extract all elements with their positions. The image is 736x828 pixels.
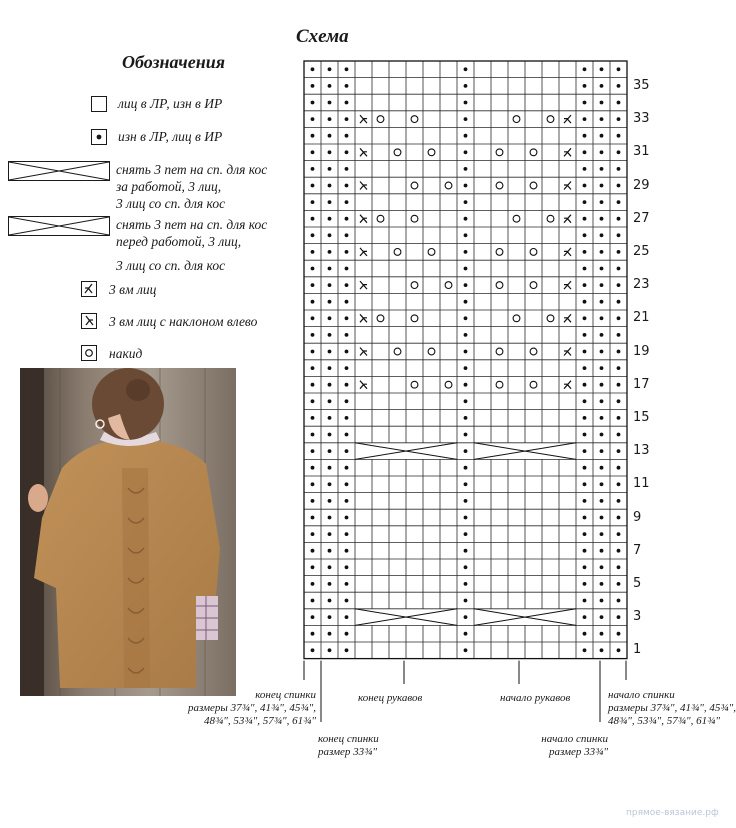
purl-dot: [600, 283, 604, 287]
purl-dot: [600, 300, 604, 304]
purl-dot: [464, 84, 468, 88]
purl-dot: [617, 117, 621, 121]
purl-dot: [464, 632, 468, 636]
purl-dot: [600, 267, 604, 271]
purl-dot: [600, 433, 604, 437]
row-number: 27: [633, 210, 650, 226]
purl-dot: [311, 333, 315, 337]
purl-dot: [345, 648, 349, 652]
purl-dot: [600, 101, 604, 105]
purl-dot: [328, 167, 332, 171]
purl-dot: [600, 200, 604, 204]
purl-dot: [328, 350, 332, 354]
purl-dot: [464, 316, 468, 320]
purl-dot: [600, 565, 604, 569]
purl-dot: [328, 250, 332, 254]
purl-dot: [328, 499, 332, 503]
row-number: 11: [633, 476, 650, 492]
purl-dot: [583, 233, 587, 237]
purl-dot: [600, 250, 604, 254]
purl-dot: [345, 433, 349, 437]
purl-dot: [328, 383, 332, 387]
purl-dot: [345, 466, 349, 470]
row-number: 29: [633, 177, 650, 193]
purl-dot: [345, 84, 349, 88]
purl-dot: [583, 599, 587, 603]
purl-dot: [600, 549, 604, 553]
purl-dot: [328, 516, 332, 520]
purl-dot: [583, 433, 587, 437]
row-number: 33: [633, 111, 650, 127]
purl-dot: [311, 466, 315, 470]
purl-dot: [600, 399, 604, 403]
purl-dot: [464, 599, 468, 603]
row-number: 5: [633, 575, 642, 591]
purl-dot: [583, 516, 587, 520]
purl-dot: [345, 150, 349, 154]
purl-dot: [600, 383, 604, 387]
back-end-label: конец спинки размеры 37¾", 41¾", 45¾", 48¾", 53¾", 57¾", 61¾": [188, 689, 316, 727]
purl-dot: [583, 648, 587, 652]
purl-dot: [583, 350, 587, 354]
purl-dot: [583, 117, 587, 121]
purl-dot: [328, 632, 332, 636]
purl-dot: [328, 565, 332, 569]
purl-dot: [617, 416, 621, 420]
purl-dot: [311, 499, 315, 503]
legend-purl-label: изн в ЛР, лиц в ИР: [118, 129, 223, 144]
legend-k3tog-label: 3 вм лиц: [109, 282, 157, 297]
purl-dot: [600, 366, 604, 370]
purl-dot: [600, 416, 604, 420]
purl-dot: [464, 267, 468, 271]
purl-dot: [583, 366, 587, 370]
purl-dot: [311, 217, 315, 221]
purl-dot: [328, 233, 332, 237]
row-number: 9: [633, 509, 642, 525]
purl-dot: [464, 399, 468, 403]
purl-dot: [617, 632, 621, 636]
purl-dot: [583, 449, 587, 453]
purl-dot: [345, 101, 349, 105]
purl-dot: [617, 267, 621, 271]
purl-dot: [617, 300, 621, 304]
purl-dot: [464, 582, 468, 586]
purl-dot: [617, 599, 621, 603]
purl-dot: [617, 67, 621, 71]
purl-dot: [583, 300, 587, 304]
legend-cable-back-line1: снять 3 пет на сп. для кос: [116, 162, 268, 177]
purl-dot: [328, 582, 332, 586]
purl-dot: [464, 449, 468, 453]
purl-dot: [311, 117, 315, 121]
purl-dot: [600, 632, 604, 636]
purl-dot: [600, 316, 604, 320]
purl-dot: [328, 150, 332, 154]
purl-dot: [464, 184, 468, 188]
purl-dot: [328, 366, 332, 370]
purl-dot: [311, 632, 315, 636]
purl-dot: [583, 532, 587, 536]
purl-dot: [583, 333, 587, 337]
purl-dot: [311, 300, 315, 304]
purl-dot: [328, 449, 332, 453]
row-number: 7: [633, 542, 642, 558]
purl-dot: [311, 200, 315, 204]
purl-dot: [328, 615, 332, 619]
purl-dot: [583, 200, 587, 204]
purl-dot: [617, 648, 621, 652]
row-number: 17: [633, 376, 650, 392]
row-number: 21: [633, 310, 650, 326]
purl-dot: [600, 449, 604, 453]
legend-sk2p-label: 3 вм лиц с наклоном влево: [109, 314, 258, 329]
purl-dot: [583, 499, 587, 503]
purl-dot: [464, 433, 468, 437]
row-number: 25: [633, 243, 650, 259]
purl-dot: [345, 383, 349, 387]
purl-dot: [464, 350, 468, 354]
purl-dot: [328, 300, 332, 304]
row-number: 15: [633, 409, 650, 425]
purl-dot: [464, 615, 468, 619]
purl-dot: [464, 416, 468, 420]
purl-dot: [328, 433, 332, 437]
purl-dot: [311, 67, 315, 71]
purl-dot: [464, 233, 468, 237]
purl-dot: [464, 300, 468, 304]
purl-dot: [600, 134, 604, 138]
purl-dot: [345, 67, 349, 71]
purl-dot: [617, 399, 621, 403]
purl-dot: [583, 67, 587, 71]
purl-dot: [600, 233, 604, 237]
purl-dot: [328, 200, 332, 204]
purl-dot: [311, 250, 315, 254]
purl-dot: [345, 366, 349, 370]
purl-dot: [617, 101, 621, 105]
purl-dot: [600, 615, 604, 619]
purl-dot: [345, 233, 349, 237]
purl-dot: [311, 316, 315, 320]
purl-dot: [617, 350, 621, 354]
purl-dot: [311, 615, 315, 619]
sleeve-start-label: начало рукавов: [500, 692, 571, 704]
purl-dot: [311, 366, 315, 370]
purl-dot: [617, 516, 621, 520]
purl-dot: [617, 366, 621, 370]
purl-dot: [583, 184, 587, 188]
purl-dot: [600, 150, 604, 154]
purl-dot: [311, 84, 315, 88]
purl-dot: [600, 167, 604, 171]
purl-dot: [311, 283, 315, 287]
purl-dot: [464, 466, 468, 470]
purl-dot: [464, 383, 468, 387]
legend-knit-label: лиц в ЛР, изн в ИР: [118, 96, 223, 111]
purl-dot: [583, 150, 587, 154]
sleeve-end-label: конец рукавов: [358, 692, 423, 704]
purl-dot: [583, 416, 587, 420]
purl-dot: [328, 217, 332, 221]
purl-dot: [328, 101, 332, 105]
purl-dot: [464, 101, 468, 105]
purl-dot: [583, 466, 587, 470]
purl-dot: [617, 466, 621, 470]
purl-dot: [617, 316, 621, 320]
purl-dot: [600, 67, 604, 71]
purl-dot: [311, 350, 315, 354]
purl-dot: [600, 499, 604, 503]
purl-dot: [345, 499, 349, 503]
purl-dot: [464, 549, 468, 553]
purl-dot: [311, 516, 315, 520]
purl-dot: [583, 84, 587, 88]
purl-dot: [345, 316, 349, 320]
purl-dot: [345, 283, 349, 287]
purl-dot: [583, 615, 587, 619]
purl-dot: [617, 134, 621, 138]
purl-dot: [328, 532, 332, 536]
purl-dot: [464, 499, 468, 503]
purl-dot: [600, 466, 604, 470]
purl-dot: [583, 565, 587, 569]
purl-dot: [345, 200, 349, 204]
purl-dot: [617, 200, 621, 204]
purl-dot: [617, 482, 621, 486]
purl-dot: [600, 582, 604, 586]
purl-dot: [464, 217, 468, 221]
purl-dot: [345, 399, 349, 403]
purl-dot: [345, 532, 349, 536]
purl-dot: [600, 482, 604, 486]
purl-dot: [464, 532, 468, 536]
purl-dot: [617, 565, 621, 569]
purl-dot: [311, 167, 315, 171]
purl-dot: [600, 217, 604, 221]
row-number: 23: [633, 277, 650, 293]
row-number: 19: [633, 343, 650, 359]
purl-dot: [345, 300, 349, 304]
purl-dot: [345, 267, 349, 271]
chart-title: Схема: [296, 26, 349, 47]
purl-dot: [617, 150, 621, 154]
purl-dot: [345, 482, 349, 486]
back-end-33-label: конец спинки размер 33¾": [318, 733, 379, 758]
purl-dot: [617, 582, 621, 586]
purl-dot: [328, 333, 332, 337]
legend-cable-back-line2: за работой, 3 лиц,: [116, 179, 222, 194]
purl-dot: [345, 599, 349, 603]
purl-dot: [464, 67, 468, 71]
purl-dot: [583, 316, 587, 320]
purl-dot: [464, 134, 468, 138]
purl-dot: [345, 632, 349, 636]
legend-yo-label: накид: [109, 346, 143, 361]
purl-dot: [464, 283, 468, 287]
purl-dot: [583, 250, 587, 254]
purl-dot: [617, 233, 621, 237]
legend-cable-front-line1: снять 3 пет на сп. для кос: [116, 217, 268, 232]
purl-dot: [617, 184, 621, 188]
row-number: 13: [633, 443, 650, 459]
purl-dot: [345, 333, 349, 337]
purl-dot: [311, 101, 315, 105]
purl-dot: [311, 399, 315, 403]
back-start-label: начало спинки размеры 37¾", 41¾", 45¾", 48¾", 53¾", 57¾", 61¾": [608, 689, 736, 727]
purl-dot: [311, 134, 315, 138]
purl-dot: [328, 283, 332, 287]
legend-cable-front-line3: 3 лиц со сп. для кос: [116, 258, 226, 273]
purl-dot: [617, 383, 621, 387]
purl-dot: [583, 267, 587, 271]
purl-dot: [617, 499, 621, 503]
purl-dot: [328, 117, 332, 121]
purl-dot: [464, 366, 468, 370]
purl-dot: [600, 599, 604, 603]
purl-dot: [311, 184, 315, 188]
purl-dot: [600, 532, 604, 536]
purl-dot: [311, 582, 315, 586]
row-number: 35: [633, 77, 650, 93]
purl-dot: [464, 200, 468, 204]
purl-dot: [311, 599, 315, 603]
purl-dot: [311, 267, 315, 271]
purl-dot: [583, 134, 587, 138]
purl-dot: [328, 267, 332, 271]
purl-dot: [583, 399, 587, 403]
purl-dot: [311, 482, 315, 486]
legend-cable-front-line2: перед работой, 3 лиц,: [116, 234, 242, 249]
row-number: 1: [633, 642, 642, 658]
watermark: прямое-вязание.рф: [626, 808, 719, 818]
purl-dot: [345, 416, 349, 420]
back-start-33-label: начало спинки размер 33¾": [541, 733, 608, 758]
purl-dot: [345, 117, 349, 121]
purl-dot: [311, 383, 315, 387]
purl-dot: [311, 416, 315, 420]
purl-dot: [345, 549, 349, 553]
purl-dot: [328, 184, 332, 188]
purl-dot: [328, 466, 332, 470]
purl-dot: [583, 632, 587, 636]
purl-dot: [617, 333, 621, 337]
purl-dot: [617, 433, 621, 437]
purl-dot: [345, 350, 349, 354]
purl-dot: [311, 532, 315, 536]
purl-dot: [464, 516, 468, 520]
purl-dot: [583, 549, 587, 553]
purl-dot: [328, 482, 332, 486]
purl-dot: [600, 516, 604, 520]
purl-dot: [583, 283, 587, 287]
purl-dot: [311, 233, 315, 237]
purl-dot: [311, 549, 315, 553]
purl-dot: [328, 316, 332, 320]
purl-dot: [464, 333, 468, 337]
purl-dot: [328, 648, 332, 652]
purl-dot: [328, 67, 332, 71]
purl-dot: [328, 599, 332, 603]
purl-dot: [464, 482, 468, 486]
purl-dot: [583, 383, 587, 387]
purl-dot: [583, 217, 587, 221]
purl-dot: [464, 250, 468, 254]
purl-dot: [617, 615, 621, 619]
purl-dot: [617, 449, 621, 453]
purl-dot: [464, 150, 468, 154]
purl-dot: [464, 565, 468, 569]
purl-dot: [600, 350, 604, 354]
purl-dot: [600, 117, 604, 121]
purl-dot: [311, 565, 315, 569]
purl-dot: [617, 167, 621, 171]
purl-dot: [617, 283, 621, 287]
row-number: 31: [633, 144, 650, 160]
purl-dot: [328, 399, 332, 403]
purl-dot: [617, 532, 621, 536]
purl-dot: [345, 449, 349, 453]
legend-cable-back-line3: 3 лиц со сп. для кос: [116, 196, 226, 211]
purl-dot: [311, 648, 315, 652]
purl-dot: [464, 648, 468, 652]
purl-dot: [617, 549, 621, 553]
purl-dot: [464, 117, 468, 121]
purl-dot: [617, 84, 621, 88]
purl-dot: [311, 433, 315, 437]
purl-dot: [583, 101, 587, 105]
purl-dot: [345, 217, 349, 221]
purl-dot: [311, 449, 315, 453]
purl-dot: [345, 565, 349, 569]
purl-dot: [328, 84, 332, 88]
purl-dot: [311, 150, 315, 154]
purl-dot: [464, 167, 468, 171]
purl-dot: [345, 250, 349, 254]
purl-dot: [345, 134, 349, 138]
purl-dot: [345, 184, 349, 188]
legend-title: Обозначения: [122, 52, 225, 72]
purl-dot: [345, 516, 349, 520]
purl-dot: [583, 482, 587, 486]
purl-dot: [617, 217, 621, 221]
purl-dot: [583, 582, 587, 586]
purl-dot: [583, 167, 587, 171]
purl-dot: [600, 648, 604, 652]
purl-dot: [328, 134, 332, 138]
purl-dot: [600, 333, 604, 337]
purl-dot: [328, 549, 332, 553]
purl-dot: [328, 416, 332, 420]
purl-dot: [345, 167, 349, 171]
purl-dot: [345, 582, 349, 586]
purl-dot: [617, 250, 621, 254]
purl-dot: [600, 184, 604, 188]
purl-dot: [345, 615, 349, 619]
row-number: 3: [633, 609, 642, 625]
purl-dot: [600, 84, 604, 88]
